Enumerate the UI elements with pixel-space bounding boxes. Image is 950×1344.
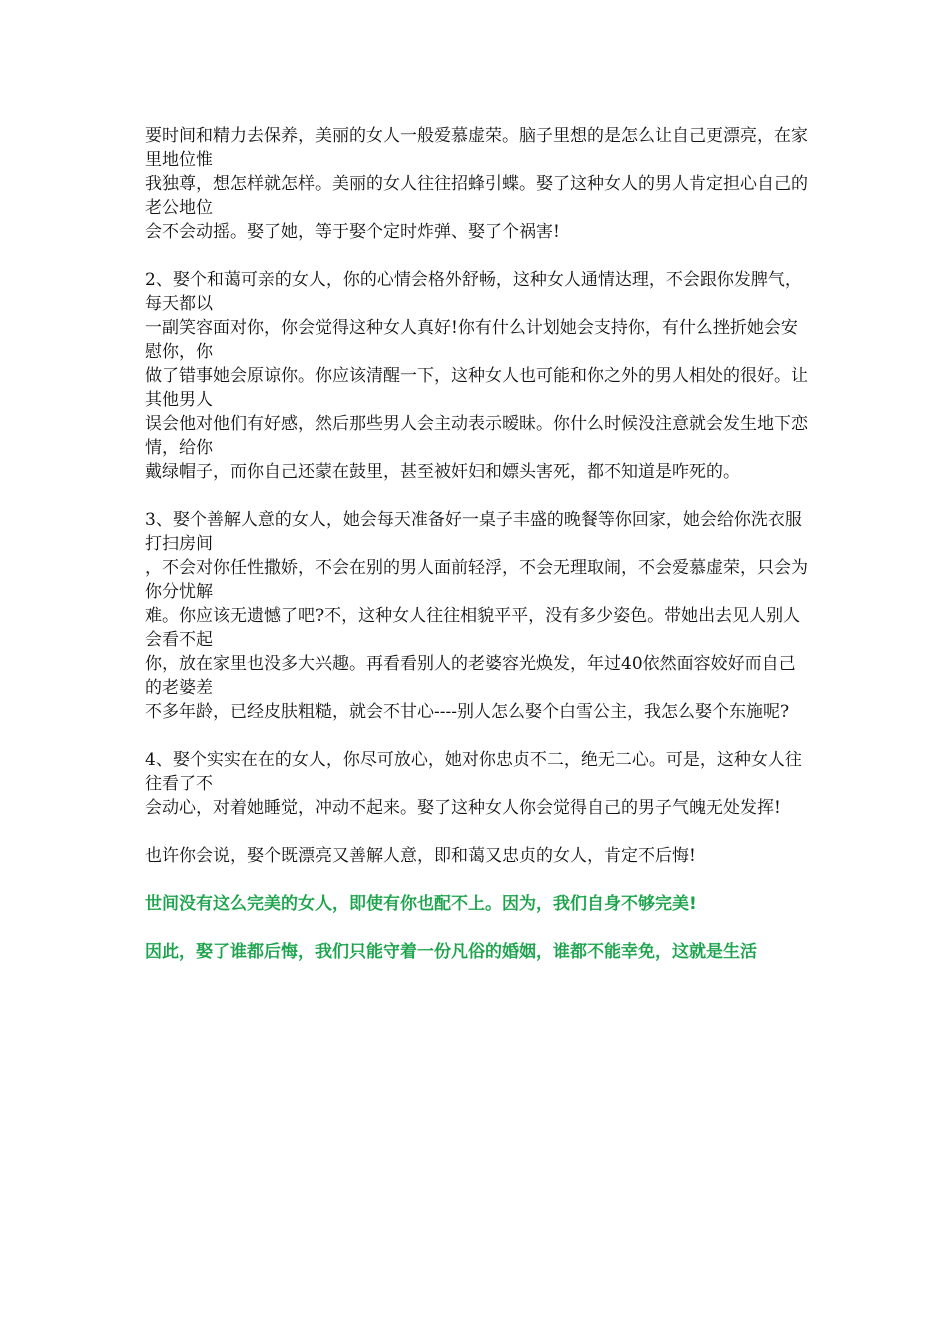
highlight-2	[145, 940, 810, 964]
text-line: ，不会对你任性撒娇，不会在别的男人面前轻浮，不会无理取闹，不会爱慕虚荣，只会为你分忧解	[145, 558, 808, 602]
text-line: 你，放在家里也没多大兴趣。再看看别人的老婆容光焕发，年过40依然面容姣好而自己的老婆差	[145, 654, 796, 698]
text-line: 做了错事她会原谅你。你应该清醒一下，这种女人也可能和你之外的男人相处的很好。让其他男人	[145, 366, 808, 410]
text-line: 一副笑容面对你，你会觉得这种女人真好!你有什么计划她会支持你，有什么挫折她会安慰你，你	[145, 318, 798, 362]
text-line: 会动心，对着她睡觉，冲动不起来。娶了这种女人你会觉得自己的男子气魄无处发挥!	[145, 798, 781, 818]
highlight-1	[145, 892, 810, 916]
highlight-text: 因此，娶了谁都后悔，我们只能守着一份凡俗的婚姻，谁都不能幸免，这就是生活	[145, 942, 757, 962]
text-line: 4、娶个实实在在的女人，你尽可放心，她对你忠贞不二，绝无二心。可是，这种女人往往看了不	[145, 750, 802, 794]
text-line: 3、娶个善解人意的女人，她会每天准备好一桌子丰盛的晚餐等你回家，她会给你洗衣服打扫房间	[145, 510, 802, 554]
text-line: 难。你应该无遗憾了吧?不，这种女人往往相貌平平，没有多少姿色。带她出去见人别人会看不起	[145, 606, 801, 650]
highlight-text: 世间没有这么完美的女人，即使有你也配不上。因为，我们自身不够完美!	[145, 894, 697, 914]
text-line: 会不会动摇。娶了她，等于娶个定时炸弹、娶了个祸害!	[145, 222, 560, 242]
paragraph-2	[145, 268, 810, 484]
text-line: 误会他对他们有好感，然后那些男人会主动表示暧昧。你什么时候没注意就会发生地下恋情，给你	[145, 414, 808, 458]
paragraph-1	[145, 124, 810, 244]
paragraph-5	[145, 844, 810, 868]
paragraph-3	[145, 508, 810, 724]
text-line: 不多年龄，已经皮肤粗糙，就会不甘心----别人怎么娶个白雪公主，我怎么娶个东施呢?	[145, 702, 790, 722]
paragraph-4	[145, 748, 810, 820]
text-line: 要时间和精力去保养，美丽的女人一般爱慕虚荣。脑子里想的是怎么让自己更漂亮，在家里地位惟	[145, 126, 808, 170]
text-line: 也许你会说，娶个既漂亮又善解人意，即和蔼又忠贞的女人，肯定不后悔!	[145, 846, 696, 866]
text-line: 2、娶个和蔼可亲的女人，你的心情会格外舒畅，这种女人通情达理，不会跟你发脾气，每天都以	[145, 270, 802, 314]
text-line: 我独尊，想怎样就怎样。美丽的女人往往招蜂引蝶。娶了这种女人的男人肯定担心自己的老公地位	[145, 174, 808, 218]
document-body	[145, 124, 810, 988]
text-line: 戴绿帽子，而你自己还蒙在鼓里，甚至被奸妇和嫖头害死，都不知道是咋死的。	[145, 462, 740, 482]
